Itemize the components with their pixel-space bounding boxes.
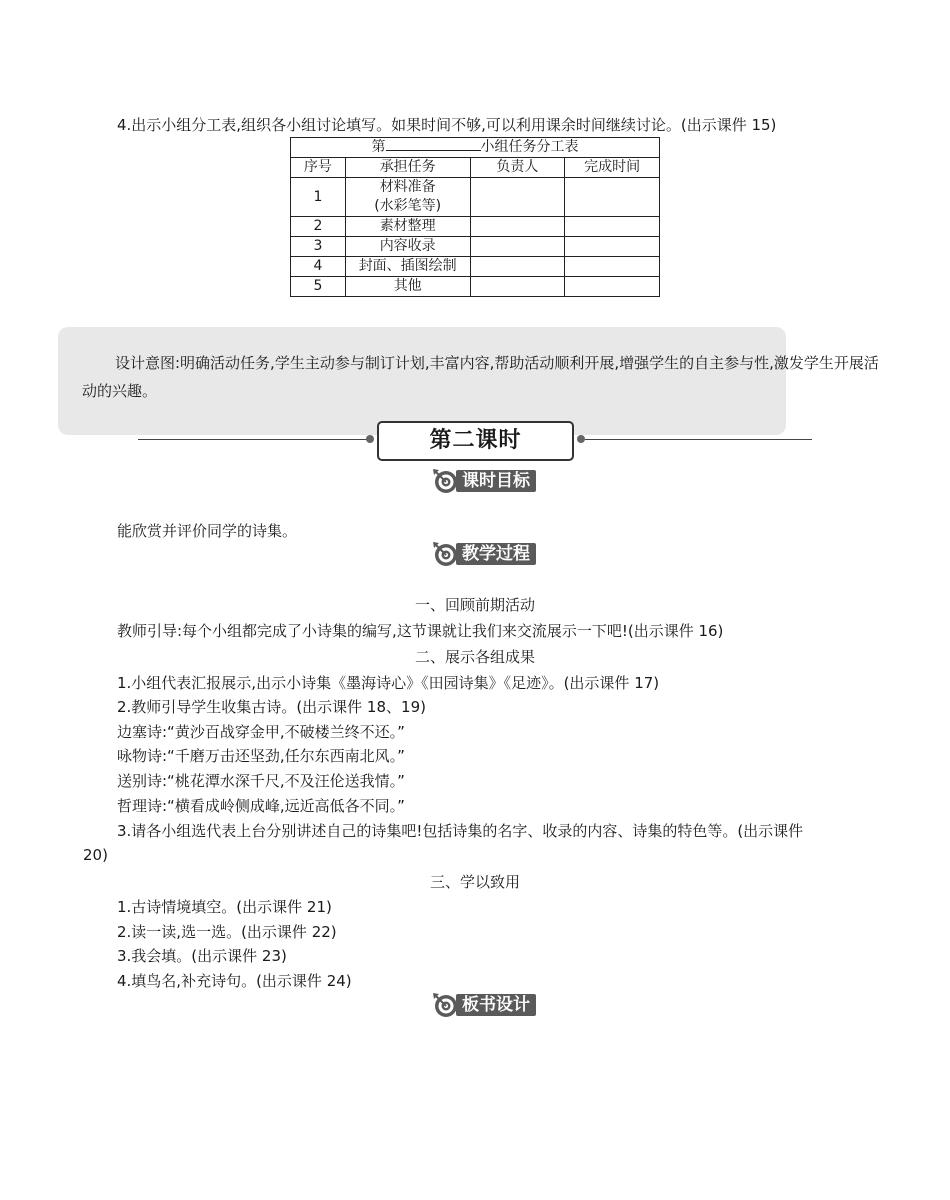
row-time-cell [565,237,660,257]
table-row [291,237,660,257]
row-task-line1: 材料准备 [379,179,436,195]
header-time: 完成时间 [565,158,660,178]
activity-text: 2.读一读,选一选。(出示课件 22) [117,923,337,941]
row-owner-cell [470,217,565,237]
row-owner-cell [470,257,565,277]
section-heading-3: 三、学以致用 [429,873,520,891]
activity-text: 1.古诗情境填空。(出示课件 21) [117,898,332,916]
step-text: 2.教师引导学生收集古诗。(出示课件 18、19) [117,698,426,716]
table-row [291,257,660,277]
row-no: 2 [291,217,346,237]
lesson-title: 第二课时 [377,421,574,461]
row-task-line2: (水彩笔等) [374,198,442,214]
row-task: 内容收录 [345,237,470,257]
process-badge-label: 教学过程 [456,543,536,565]
banner-dot-left [366,435,374,443]
banner-dot-right [577,435,585,443]
table-title [291,138,660,158]
row-time-cell [565,178,660,217]
activity-text: 3.我会填。(出示课件 23) [117,947,287,965]
table-title-suffix: 小组任务分工表 [480,139,579,155]
poem-line: 边塞诗:“黄沙百战穿金甲,不破楼兰终不还。” [117,723,405,741]
step-4-text: 4.出示小组分工表,组织各小组讨论填写。如果时间不够,可以利用课余时间继续讨论。(出示课件 15) [117,116,777,134]
table-row [291,178,660,217]
step-text: 3.请各小组选代表上台分别讲述自己的诗集吧!包括诗集的名字、收录的内容、诗集的特色等。(出示课件 [117,822,804,840]
row-task [345,178,470,217]
design-intent-text: 设计意图:明确活动任务,学生主动参与制订计划,丰富内容,帮助活动顺利开展,增强学生的自主参与性,激发学生开展活动的兴趣。 [82,354,879,400]
step-text-continued: 20) [83,846,108,864]
row-time-cell [565,217,660,237]
banner-rule-right [585,439,812,440]
row-task: 素材整理 [345,217,470,237]
table-title-prefix: 第 [371,139,386,155]
table-title-row [291,138,660,158]
row-task: 其他 [345,277,470,297]
poem-line: 哲理诗:“横看成岭侧成峰,远近高低各不同。” [117,797,405,815]
row-owner-cell [470,178,565,217]
poem-line: 咏物诗:“千磨万击还坚劲,任尔东西南北风。” [117,747,405,765]
section-heading-2: 二、展示各组成果 [414,648,535,666]
step-text: 1.小组代表汇报展示,出示小诗集《墨海诗心》《田园诗集》《足迹》。(出示课件 17) [117,674,660,692]
row-no: 3 [291,237,346,257]
section-heading-1: 一、回顾前期活动 [414,596,535,614]
design-intent-box [58,327,879,435]
row-owner-cell [470,237,565,257]
board-design-badge-label: 板书设计 [456,994,536,1016]
row-time-cell [565,257,660,277]
header-task: 承担任务 [345,158,470,178]
banner-rule-left [138,439,370,440]
row-time-cell [565,277,660,297]
header-no: 序号 [291,158,346,178]
activity-text: 4.填鸟名,补充诗句。(出示课件 24) [117,972,352,990]
row-no: 5 [291,277,346,297]
teacher-guide-text: 教师引导:每个小组都完成了小诗集的编写,这节课就让我们来交流展示一下吧!(出示课件 16) [117,622,724,640]
row-owner-cell [470,277,565,297]
header-owner: 负责人 [470,158,565,178]
objective-text: 能欣赏并评价同学的诗集。 [117,522,298,540]
row-task: 封面、插图绘制 [345,257,470,277]
task-division-table [290,137,660,297]
objectives-badge-label: 课时目标 [456,470,536,492]
group-name-blank [386,138,481,151]
row-no: 1 [291,178,346,217]
poem-line: 送别诗:“桃花潭水深千尺,不及汪伦送我情。” [117,772,405,790]
table-row [291,277,660,297]
table-row [291,217,660,237]
row-no: 4 [291,257,346,277]
table-header-row [291,158,660,178]
